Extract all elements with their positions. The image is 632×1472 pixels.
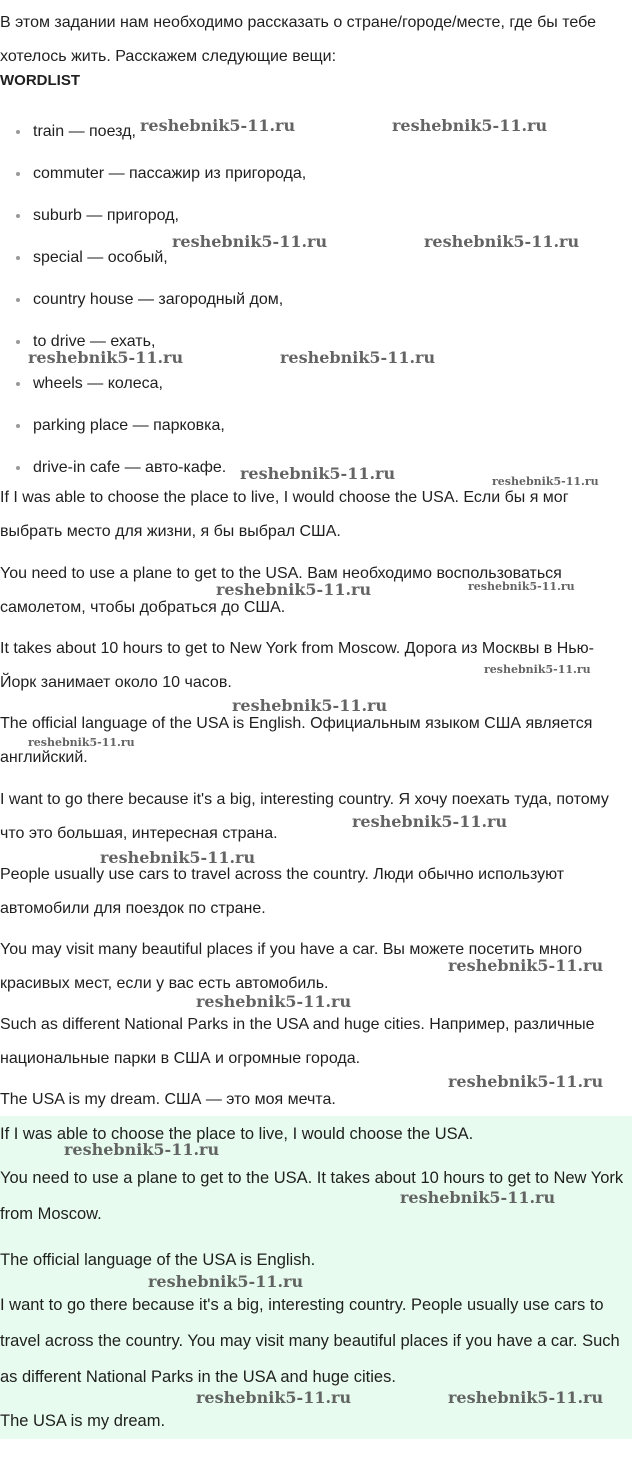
watermark: reshebnik5-11.ru bbox=[492, 475, 599, 488]
list-item bbox=[0, 118, 306, 160]
watermark: reshebnik5-11.ru bbox=[392, 116, 548, 135]
paragraph: People usually use cars to travel across the country. Люди обычно используют автомобили для поездок по стране. bbox=[0, 866, 565, 917]
watermark: reshebnik5-11.ru bbox=[28, 736, 135, 749]
list-item bbox=[0, 244, 306, 286]
wordlist-heading: WORDLIST bbox=[0, 72, 80, 89]
list-item bbox=[0, 286, 306, 328]
watermark: reshebnik5-11.ru bbox=[280, 348, 436, 367]
list-item-text: train — поезд, bbox=[33, 123, 136, 140]
watermark: reshebnik5-11.ru bbox=[352, 812, 508, 831]
list-item bbox=[0, 160, 306, 202]
bullet-icon bbox=[16, 340, 20, 344]
paragraph: I want to go there because it's a big, interesting country. Я хочу поехать туда, потому что это большая, интересная страна. bbox=[0, 791, 609, 842]
watermark: reshebnik5-11.ru bbox=[196, 992, 352, 1011]
paragraph: It takes about 10 hours to get to New York from Moscow. Дорога из Москвы в Нью-Йорк занимает около 10 часов. bbox=[0, 640, 594, 691]
bullet-icon bbox=[16, 466, 20, 470]
watermark: reshebnik5-11.ru bbox=[484, 663, 591, 676]
paragraph: If I was able to choose the place to live, I would choose the USA. Если бы я мог выбрать место для жизни, я бы выбрал США. bbox=[0, 489, 569, 540]
paragraph: The official language of the USA is English. Официальным языком США является английский. bbox=[0, 715, 593, 766]
paragraph: Such as different National Parks in the USA and huge cities. Например, различные национальные парки в США и огромные города. bbox=[0, 1016, 595, 1067]
watermark: reshebnik5-11.ru bbox=[64, 1140, 220, 1159]
watermark: reshebnik5-11.ru bbox=[400, 1188, 556, 1207]
summary-paragraph: I want to go there because it's a big, interesting country. People usually use cars to travel across the country. You may visit many beautiful places if you have a car. Such as different National Parks in the USA and huge cities. bbox=[0, 1296, 620, 1386]
paragraph: The USA is my dream. США — это моя мечта. bbox=[0, 1091, 336, 1108]
bullet-icon bbox=[16, 382, 20, 386]
watermark: reshebnik5-11.ru bbox=[468, 580, 575, 593]
list-item-text: suburb — пригород, bbox=[33, 207, 179, 224]
list-item-text: drive-in cafe — авто-кафе. bbox=[33, 459, 227, 476]
summary-paragraph: The official language of the USA is English. bbox=[0, 1251, 316, 1269]
paragraph: You need to use a plane to get to the USA. Вам необходимо воспользоваться самолетом, чтобы добраться до США. bbox=[0, 565, 562, 616]
summary-paragraph: The USA is my dream. bbox=[0, 1412, 166, 1430]
list-item bbox=[0, 202, 306, 244]
summary-paragraph: You need to use a plane to get to the USA. It takes about 10 hours to get to New York from Moscow. bbox=[0, 1169, 624, 1223]
bullet-icon bbox=[16, 256, 20, 260]
watermark: reshebnik5-11.ru bbox=[216, 580, 372, 599]
paragraph: You may visit many beautiful places if you have a car. Вы можете посетить много красивых мест, если у вас есть автомобиль. bbox=[0, 941, 583, 992]
intro-text: В этом задании нам необходимо рассказать о стране/городе/месте, где бы тебе хотелось жить. Расскажем следующие вещи: bbox=[0, 14, 596, 65]
list-item-text: country house — загородный дом, bbox=[33, 291, 284, 308]
list-item-text: to drive — ехать, bbox=[33, 333, 156, 350]
bullet-icon bbox=[16, 172, 20, 176]
watermark: reshebnik5-11.ru bbox=[172, 232, 328, 251]
watermark: reshebnik5-11.ru bbox=[148, 1272, 304, 1291]
watermark: reshebnik5-11.ru bbox=[196, 1388, 352, 1407]
bullet-icon bbox=[16, 424, 20, 428]
bullet-icon bbox=[16, 298, 20, 302]
watermark: reshebnik5-11.ru bbox=[448, 1072, 604, 1091]
watermark: reshebnik5-11.ru bbox=[424, 232, 580, 251]
watermark: reshebnik5-11.ru bbox=[100, 848, 256, 867]
watermark: reshebnik5-11.ru bbox=[232, 696, 388, 715]
bullet-icon bbox=[16, 130, 20, 134]
summary-paragraph: If I was able to choose the place to live, I would choose the USA. bbox=[0, 1125, 474, 1143]
list-item bbox=[0, 328, 306, 370]
watermark: reshebnik5-11.ru bbox=[448, 1388, 604, 1407]
list-item-text: parking place — парковка, bbox=[33, 417, 225, 434]
watermark: reshebnik5-11.ru bbox=[28, 348, 184, 367]
list-item-text: wheels — колеса, bbox=[33, 375, 163, 392]
watermark: reshebnik5-11.ru bbox=[240, 464, 396, 483]
list-item bbox=[0, 370, 306, 412]
list-item bbox=[0, 412, 306, 454]
wordlist bbox=[0, 118, 306, 496]
summary-block bbox=[0, 1116, 632, 1439]
list-item-text: commuter — пассажир из пригорода, bbox=[33, 165, 307, 182]
watermark: reshebnik5-11.ru bbox=[448, 956, 604, 975]
list-item-text: special — особый, bbox=[33, 249, 168, 266]
watermark: reshebnik5-11.ru bbox=[140, 116, 296, 135]
bullet-icon bbox=[16, 214, 20, 218]
